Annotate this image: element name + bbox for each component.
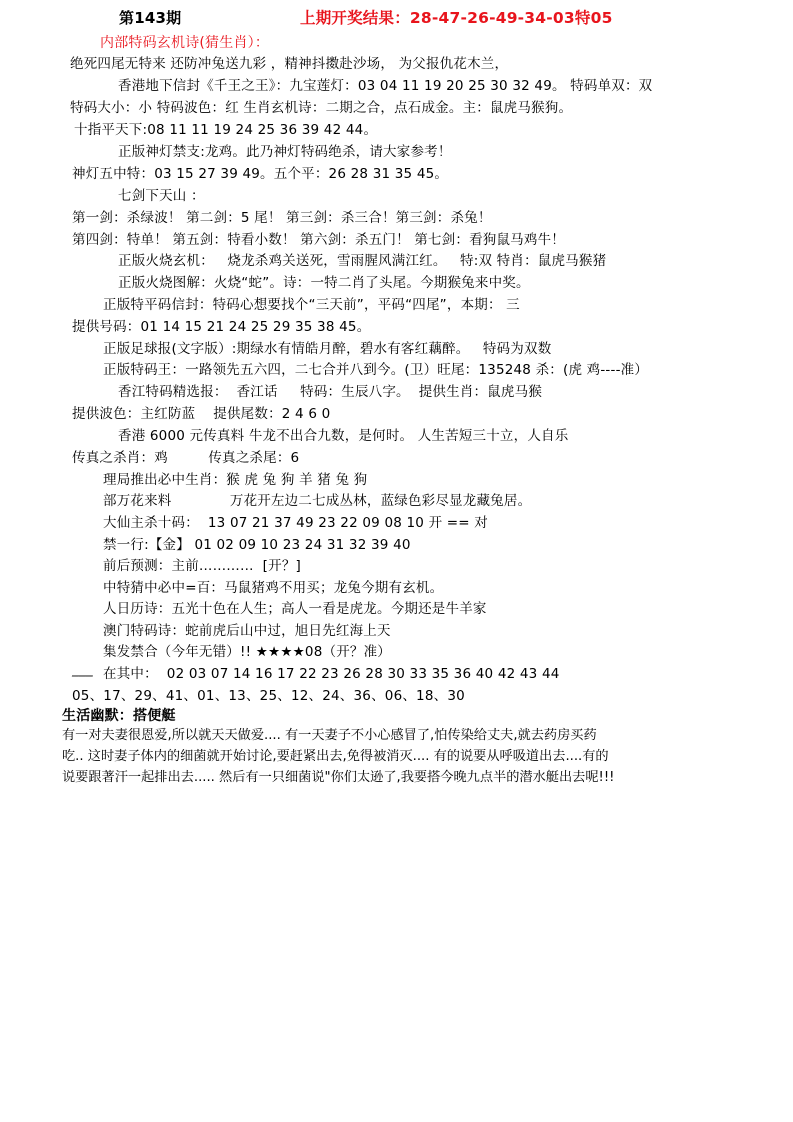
text-line: 神灯五中特：03 15 27 39 49。五个平：26 28 31 35 45。 bbox=[72, 166, 449, 182]
text-line: 前后预测：主前………… [开？] bbox=[103, 558, 302, 574]
text-line: 正版火烧图解：火烧“蛇”。诗：一特二肖了头尾。今期猴兔来中奖。 bbox=[118, 275, 530, 291]
text-line: 特码大小：小 特码波色：红 生肖玄机诗：二期之合，点石成金。主：鼠虎马猴狗。 bbox=[70, 100, 573, 116]
text-line: 大仙主杀十码： 13 07 21 37 49 23 22 09 08 10 开 == 对 bbox=[103, 515, 488, 531]
text-line: 提供号码：01 14 15 21 24 25 29 35 38 45。 bbox=[72, 319, 371, 335]
text-line: 人日历诗：五光十色在人生；高人一看是虎龙。今期还是牛羊家 bbox=[103, 601, 487, 617]
text-line: 十指平天下:08 11 11 19 24 25 36 39 42 44。 bbox=[74, 122, 378, 138]
text-line: 澳门特码诗：蛇前虎后山中过，旭日先红海上天 bbox=[103, 623, 391, 639]
text-line: 第一剑：杀绿波！ 第二剑：5 尾！ 第三剑：杀三合！第三剑：杀兔！ bbox=[72, 210, 492, 226]
text-line: 部万花来料 万花开左边二七成丛林，蓝绿色彩尽显龙藏兔居。 bbox=[103, 493, 532, 509]
last-draw-result: 上期开奖结果：28-47-26-49-34-03特05 bbox=[300, 9, 613, 27]
text-line: 正版火烧玄机： 烧龙杀鸡关送死，雪雨腥风满江红。 特:双 特肖：鼠虎马猴猪 bbox=[118, 253, 607, 269]
joke-line: 说要跟著汗一起排出去..... 然后有一只细菌说"你们太逊了,我要搭今晚九点半的潜水艇出去呢!!! bbox=[62, 770, 615, 785]
text-line: 传真之杀肖：鸡 传真之杀尾：6 bbox=[72, 450, 300, 466]
text-line: 理局推出必中生肖：猴 虎 兔 狗 羊 猪 兔 狗 bbox=[103, 472, 368, 488]
text-line: 绝死四尾无特来 还防冲兔送九彩 ，精神抖擞赴沙场， 为父报仇花木兰， bbox=[70, 56, 509, 72]
blank-mark: ___ bbox=[72, 662, 93, 678]
joke-line: 吃.. 这时妻子体内的细菌就开始讨论,要赶紧出去,免得被消灭.... 有的说要从呼吸道出去....有的 bbox=[62, 749, 609, 764]
text-line: 05、17、29、41、01、13、25、12、24、36、06、18、30 bbox=[72, 688, 465, 704]
text-line: 香港地下信封《千王之王》：九宝莲灯：03 04 11 19 20 25 30 32 49。 特码单双：双 bbox=[118, 78, 653, 94]
poem-title: 内部特码玄机诗(猜生肖）： bbox=[100, 35, 270, 51]
text-line: 正版足球报(文字版）:期绿水有情皓月醉，碧水有客红藕醉。 特码为双数 bbox=[103, 341, 552, 357]
text-line: 正版特平码信封：特码心想要找个“三天前”，平码“四尾”，本期： 三 bbox=[103, 297, 520, 313]
text-line: 香江特码精选报： 香江话 特码：生辰八字。 提供生肖：鼠虎马猴 bbox=[118, 384, 543, 400]
text-line: 集发禁合（今年无错）!! ★★★★08（开？准） bbox=[103, 644, 392, 660]
text-line: 正版特码王：一路领先五六四，二七合并八到今。(卫）旺尾：135248 杀：(虎 鸡----准） bbox=[103, 362, 649, 378]
text-line: 第四剑：特单！ 第五剑：特看小数！ 第六剑：杀五门！ 第七剑：看狗鼠马鸡牛！ bbox=[72, 232, 565, 248]
text-line: 中特猜中必中=百：马鼠猪鸡不用买；龙兔今期有玄机。 bbox=[103, 580, 444, 596]
issue-number: 第143期 bbox=[119, 9, 182, 27]
text-line: 提供波色：主红防蓝 提供尾数：2 4 6 0 bbox=[72, 406, 331, 422]
text-line: 香港 6000 元传真料 牛龙不出合九数，是何时。 人生苦短三十立，人自乐 bbox=[118, 428, 569, 444]
text-line: 正版神灯禁支:龙鸡。此乃神灯特码绝杀，请大家参考！ bbox=[118, 144, 452, 160]
joke-line: 有一对夫妻很恩爱,所以就天天做爱.... 有一天妻子不小心感冒了,怕传染给丈夫,就去药房买药 bbox=[62, 728, 597, 743]
text-line: 禁一行:【金】 01 02 09 10 23 24 31 32 39 40 bbox=[103, 537, 411, 553]
text-line: 七剑下天山 ： bbox=[118, 188, 205, 204]
text-line: 在其中： 02 03 07 14 16 17 22 23 26 28 30 33 35 36 40 42 43 44 bbox=[103, 666, 560, 682]
joke-title: 生活幽默：搭便艇 bbox=[62, 708, 176, 724]
